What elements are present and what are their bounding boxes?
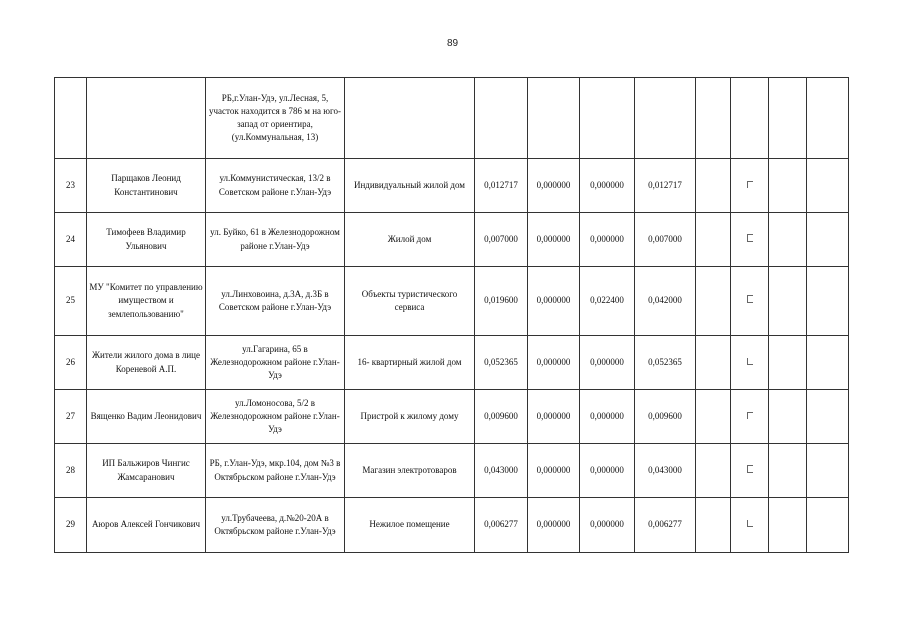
cell-v4: 0,043000 (635, 444, 696, 498)
cell-v3: 0,000000 (580, 336, 635, 390)
cell-mark (731, 267, 769, 336)
cell-empty (769, 336, 807, 390)
cell-v2 (528, 78, 580, 159)
table-row (55, 336, 849, 390)
cell-mark (731, 336, 769, 390)
cell-purpose: Нежилое помещение (345, 498, 475, 553)
cell-empty (769, 444, 807, 498)
cell-address: РБ, г.Улан-Удэ, мкр.104, дом №3 в Октябрьском районе г.Улан-Удэ (206, 444, 345, 498)
cell-num: 27 (55, 390, 87, 444)
page-number: 89 (446, 38, 459, 49)
table-row (55, 159, 849, 213)
cell-mark (731, 390, 769, 444)
cell-num: 23 (55, 159, 87, 213)
cell-v2: 0,000000 (528, 159, 580, 213)
cell-purpose: Индивидуальный жилой дом (345, 159, 475, 213)
checkbox-mark-icon (747, 295, 753, 303)
cell-mark (731, 444, 769, 498)
cell-empty (807, 498, 849, 553)
cell-address: ул.Коммунистическая, 13/2 в Советском районе г.Улан-Удэ (206, 159, 345, 213)
cell-v2: 0,000000 (528, 390, 580, 444)
cell-v3: 0,000000 (580, 390, 635, 444)
cell-v4 (635, 78, 696, 159)
checkbox-mark-icon (747, 358, 753, 365)
cell-v2: 0,000000 (528, 444, 580, 498)
cell-name: Парщаков Леонид Константинович (87, 159, 206, 213)
cell-v4: 0,052365 (635, 336, 696, 390)
checkbox-mark-icon (747, 234, 753, 242)
cell-address: ул. Буйко, 61 в Железнодорожном районе г.Улан-Удэ (206, 213, 345, 267)
cell-name: Аюров Алексей Гончикович (87, 498, 206, 553)
cell-v1: 0,006277 (475, 498, 528, 553)
cell-v4: 0,012717 (635, 159, 696, 213)
cell-num: 26 (55, 336, 87, 390)
cell-purpose: 16- квартирный жилой дом (345, 336, 475, 390)
cell-v1: 0,009600 (475, 390, 528, 444)
cell-v1: 0,043000 (475, 444, 528, 498)
cell-num (55, 78, 87, 159)
table-row (55, 213, 849, 267)
cell-v3: 0,000000 (580, 213, 635, 267)
cell-empty (769, 78, 807, 159)
checkbox-mark-icon (747, 181, 753, 188)
cell-address: ул.Линховоина, д.3А, д.3Б в Советском районе г.Улан-Удэ (206, 267, 345, 336)
land-allocation-table (54, 77, 849, 553)
cell-v2: 0,000000 (528, 498, 580, 553)
cell-v1: 0,019600 (475, 267, 528, 336)
table-row-continuation (55, 78, 849, 159)
cell-v1 (475, 78, 528, 159)
cell-empty (696, 267, 731, 336)
table-row (55, 444, 849, 498)
cell-purpose: Жилой дом (345, 213, 475, 267)
cell-empty (696, 498, 731, 553)
cell-v3 (580, 78, 635, 159)
cell-empty (807, 159, 849, 213)
table-row (55, 498, 849, 553)
cell-v3: 0,000000 (580, 444, 635, 498)
cell-empty (769, 213, 807, 267)
cell-purpose: Магазин электротоваров (345, 444, 475, 498)
cell-empty (696, 213, 731, 267)
cell-purpose (345, 78, 475, 159)
cell-empty (807, 78, 849, 159)
checkbox-mark-icon (747, 520, 753, 527)
cell-v3: 0,022400 (580, 267, 635, 336)
cell-empty (696, 159, 731, 213)
cell-address: ул.Трубачеева, д.№20-20А в Октябрьском районе г.Улан-Удэ (206, 498, 345, 553)
cell-name: МУ "Комитет по управлению имуществом и землепользованию" (87, 267, 206, 336)
cell-address: ул.Ломоносова, 5/2 в Железнодорожном районе г.Улан-Удэ (206, 390, 345, 444)
cell-name: ИП Бальжиров Чингис Жамсаранович (87, 444, 206, 498)
cell-v1: 0,012717 (475, 159, 528, 213)
cell-v2: 0,000000 (528, 267, 580, 336)
cell-name: Вященко Вадим Леонидович (87, 390, 206, 444)
cell-purpose: Пристрой к жилому дому (345, 390, 475, 444)
cell-empty (696, 444, 731, 498)
cell-name: Жители жилого дома в лице Кореневой А.П. (87, 336, 206, 390)
cell-v1: 0,052365 (475, 336, 528, 390)
cell-v4: 0,007000 (635, 213, 696, 267)
cell-mark (731, 498, 769, 553)
cell-empty (696, 390, 731, 444)
cell-empty (807, 444, 849, 498)
cell-v3: 0,000000 (580, 159, 635, 213)
cell-v1: 0,007000 (475, 213, 528, 267)
cell-address: РБ,г.Улан-Удэ, ул.Лесная, 5, участок находится в 786 м на юго-запад от ориентира, (ул.Коммунальная, 13) (206, 78, 345, 159)
cell-empty (807, 267, 849, 336)
cell-mark (731, 78, 769, 159)
cell-name (87, 78, 206, 159)
cell-empty (696, 78, 731, 159)
cell-v2: 0,000000 (528, 213, 580, 267)
cell-num: 28 (55, 444, 87, 498)
cell-mark (731, 159, 769, 213)
cell-empty (769, 267, 807, 336)
cell-empty (696, 336, 731, 390)
cell-v4: 0,006277 (635, 498, 696, 553)
checkbox-mark-icon (747, 465, 753, 473)
cell-empty (807, 213, 849, 267)
cell-v2: 0,000000 (528, 336, 580, 390)
cell-name: Тимофеев Владимир Ульянович (87, 213, 206, 267)
cell-address: ул.Гагарина, 65 в Железнодорожном районе г.Улан-Удэ (206, 336, 345, 390)
cell-v4: 0,042000 (635, 267, 696, 336)
cell-empty (769, 390, 807, 444)
cell-empty (769, 159, 807, 213)
cell-num: 24 (55, 213, 87, 267)
cell-num: 25 (55, 267, 87, 336)
table-row (55, 267, 849, 336)
cell-empty (769, 498, 807, 553)
cell-purpose: Объекты туристического сервиса (345, 267, 475, 336)
cell-v3: 0,000000 (580, 498, 635, 553)
cell-empty (807, 390, 849, 444)
cell-empty (807, 336, 849, 390)
cell-mark (731, 213, 769, 267)
cell-num: 29 (55, 498, 87, 553)
cell-v4: 0,009600 (635, 390, 696, 444)
table-row (55, 390, 849, 444)
checkbox-mark-icon (747, 412, 753, 419)
